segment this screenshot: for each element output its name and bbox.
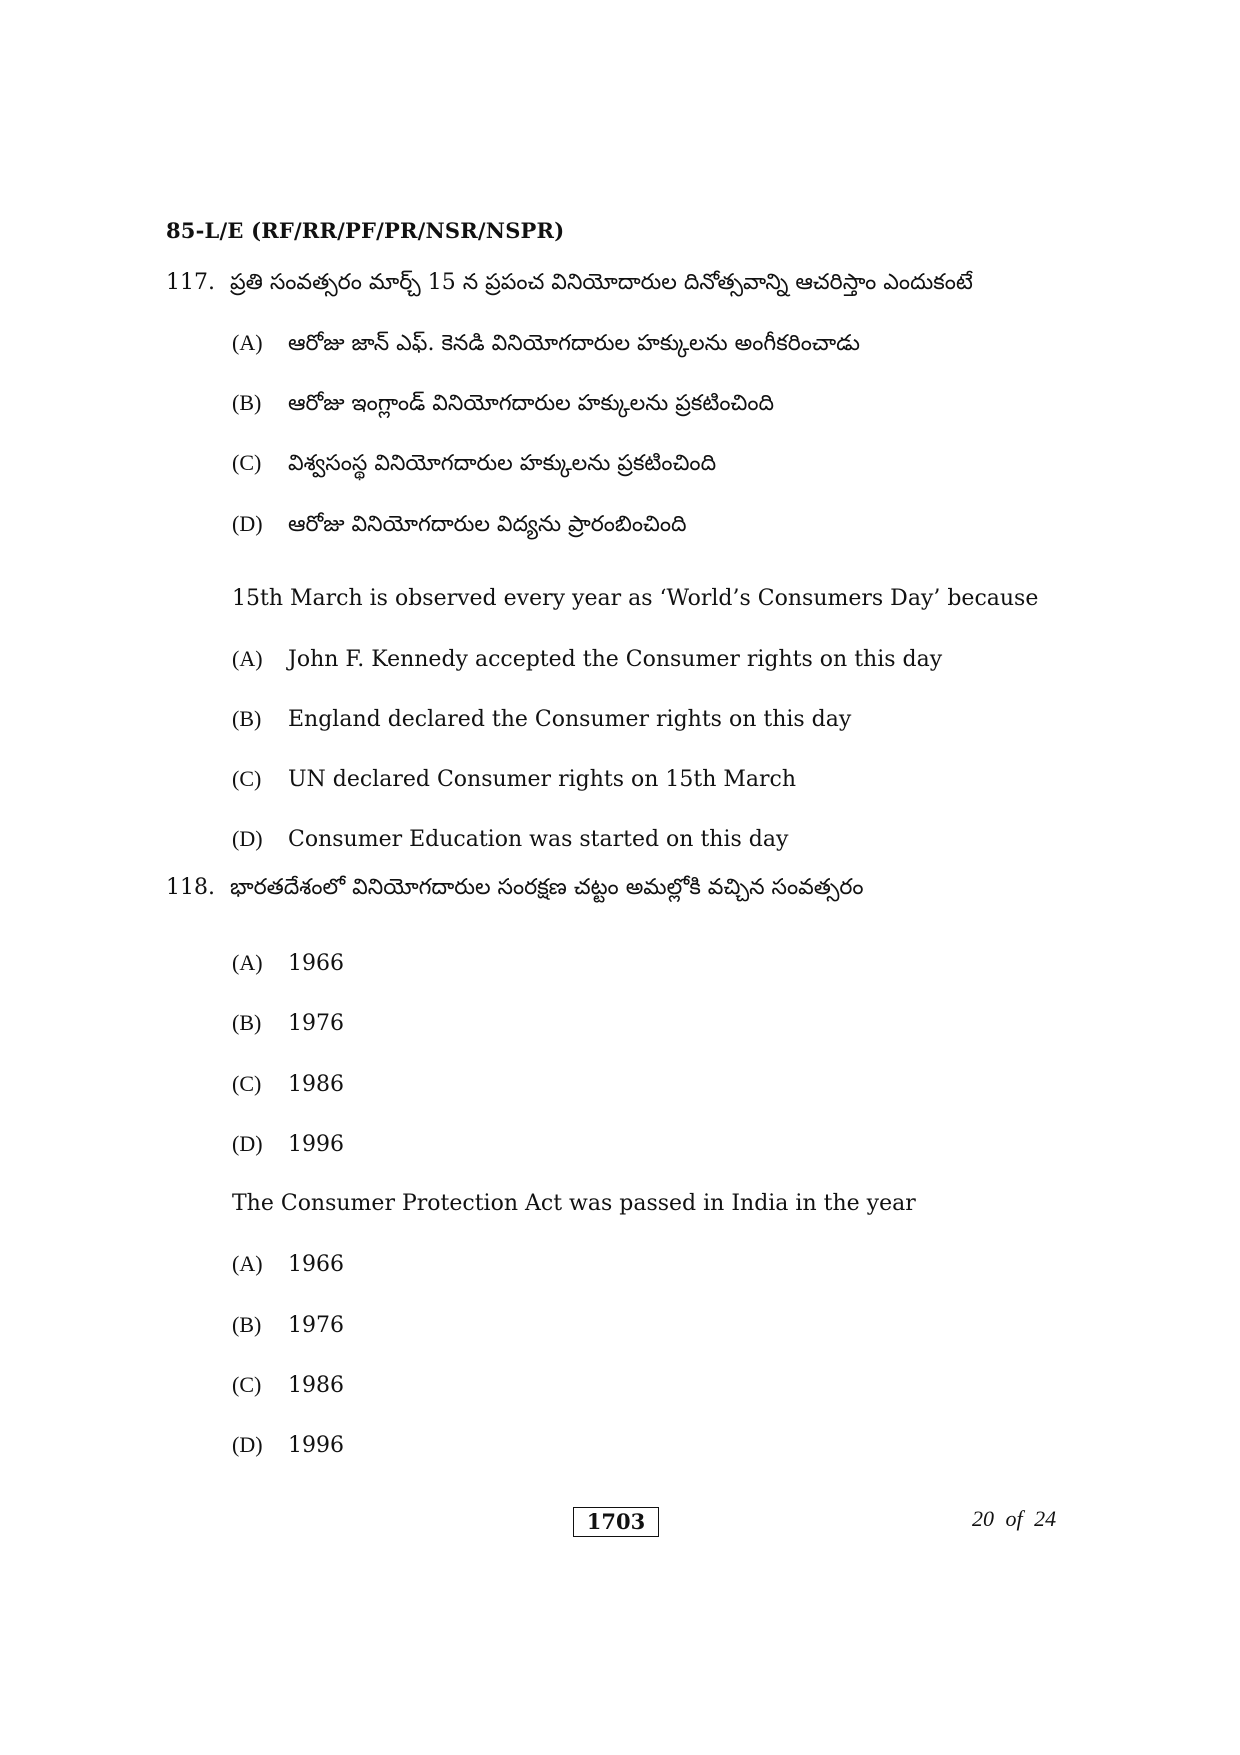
- option-d-english: (D) Consumer Education was started on this day: [232, 826, 789, 852]
- question-stem-telugu: భారతదేశంలో వినియోగదారుల సంరక్షణ చట్టం అమల్లోకి వచ్చిన సంవత్సరం: [230, 875, 864, 900]
- question-stem-english: 15th March is observed every year as ‘World’s Consumers Day’ because: [232, 586, 1039, 611]
- option-c-english: (C) UN declared Consumer rights on 15th March: [232, 766, 797, 792]
- option-b-english: (B) England declared the Consumer rights on this day: [232, 706, 852, 732]
- question-number: 118.: [166, 875, 215, 900]
- option-b-telugu: (B) ఆరోజు ఇంగ్లాండ్ వినియోగదారుల హక్కులను ప్రకటించింది: [232, 390, 775, 416]
- option-d-telugu: (D) ఆరోజు వినియోగదారుల విద్యను ప్రారంబించింది: [232, 511, 687, 537]
- option-d-english: (D) 1996: [232, 1432, 344, 1458]
- option-a-english: (A) 1966: [232, 1251, 344, 1277]
- option-c-english: (C) 1986: [232, 1372, 344, 1398]
- option-b-telugu: (B) 1976: [232, 1010, 344, 1036]
- page-number: 20 of 24: [972, 1506, 1057, 1531]
- question-117: [166, 270, 973, 300]
- option-d-telugu: (D) 1996: [232, 1131, 344, 1157]
- option-b-english: (B) 1976: [232, 1312, 344, 1338]
- question-118: [166, 875, 864, 905]
- question-number: 117.: [166, 270, 215, 295]
- option-c-telugu: (C) విశ్వసంస్థ వినియోగదారుల హక్కులను ప్రకటించింది: [232, 450, 717, 476]
- option-c-telugu: (C) 1986: [232, 1071, 344, 1097]
- option-a-telugu: (A) ఆరోజు జాన్ ఎఫ్. కెనడి వినియోగదారుల హక్కులను అంగీకరించాడు: [232, 330, 861, 356]
- question-stem-telugu: ప్రతి సంవత్సరం మార్చ్ 15 న ప్రపంచ వినియోదారుల దినోత్సవాన్ని ఆచరిస్తాం ఎందుకంటే: [230, 270, 973, 295]
- paper-header: 85-L/E (RF/RR/PF/PR/NSR/NSPR): [166, 218, 565, 243]
- question-stem-english: The Consumer Protection Act was passed in India in the year: [232, 1191, 916, 1216]
- option-a-telugu: (A) 1966: [232, 950, 344, 976]
- booklet-code-box: 1703: [573, 1507, 659, 1537]
- option-a-english: (A) John F. Kennedy accepted the Consumer rights on this day: [232, 646, 943, 672]
